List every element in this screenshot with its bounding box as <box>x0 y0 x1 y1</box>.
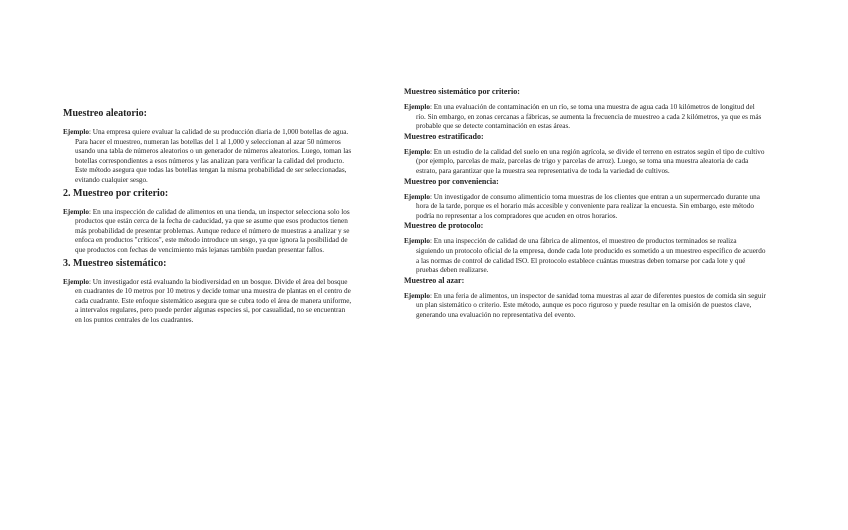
example-al-azar <box>404 292 766 321</box>
example-muestreo-por-criterio <box>63 208 353 256</box>
heading-muestreo-aleatorio: Muestreo aleatorio: <box>63 108 147 119</box>
example-label: Ejemplo <box>404 237 430 246</box>
heading-por-conveniencia: Muestreo por conveniencia: <box>404 176 499 186</box>
example-text: : En una evaluación de contaminación en un río, se toma una muestra de agua cada 10 kilómetros de longitud del río. Sin embargo, en zonas cercanas a fábricas, se aumenta la frecuencia de muestreo a cada 2 kilómetros, ya que es más probable que se detecte contaminación en estas áreas. <box>416 103 762 131</box>
example-text: : En una feria de alimentos, un inspector de sanidad toma muestras al azar de diferentes puestos de comida sin seguir un plan sistemático o criterio. Este método, aunque es poco riguroso y puede resultar en la omisión de puestos clave, generando una evaluación no representativa del evento. <box>416 291 766 319</box>
example-label: Ejemplo <box>404 147 430 156</box>
example-de-protocolo <box>404 237 766 275</box>
right-column <box>404 87 766 321</box>
heading-sistematico-por-criterio: Muestreo sistemático por criterio: <box>404 87 520 96</box>
heading-estratificado: Muestreo estratificado: <box>404 131 484 141</box>
example-label: Ejemplo <box>404 192 430 201</box>
heading-muestreo-por-criterio: 2. Muestreo por criterio: <box>63 187 169 199</box>
example-text: : En una inspección de calidad de alimentos en una tienda, un inspector selecciona solo los productos que están cerca de la fecha de caducidad, ya que se asume que esos productos tienen más probabilidad de presentar problemas. Aunque reduce el número de muestras a analizar y se enfoca en productos "críticos", este método introduce un sesgo, ya que ignora la posibilidad de que productos con fechas de vencimiento más lejanas también puedan presentar fallos. <box>75 207 350 254</box>
example-muestreo-sistematico <box>63 278 353 326</box>
example-label: Ejemplo <box>404 103 430 111</box>
example-text: : En una inspección de calidad de una fábrica de alimentos, el muestreo de productos terminados se realiza siguiendo un protocolo oficial de la empresa, donde cada lote producido es sometido a un muestreo específico de acuerdo a las normas de control de calidad ISO. El protocolo establece cuántas muestras deben tomarse por cada lote y qué pruebas deben realizarse. <box>416 237 766 275</box>
example-label: Ejemplo <box>63 207 89 216</box>
example-text: : Un investigador está evaluando la biodiversidad en un bosque. Divide el área del bosque en cuadrantes de 10 metros por 10 metros y decide tomar una muestra de plantas en el centro de cada cuadrante. Este enfoque sistemático asegura que se cubra todo el área de manera uniforme, a intervalos regulares, pero puede perder algunas especies si, por casualidad, no se encuentran en los puntos centrales de los cuadrantes. <box>75 277 352 324</box>
example-label: Ejemplo <box>63 128 89 136</box>
example-por-conveniencia <box>404 193 766 222</box>
example-estratificado <box>404 148 766 177</box>
heading-de-protocolo: Muestreo de protocolo: <box>404 221 484 231</box>
example-sistematico-por-criterio <box>404 103 766 132</box>
heading-al-azar: Muestreo al azar: <box>404 275 465 285</box>
example-label: Ejemplo <box>63 277 89 286</box>
example-text: : Una empresa quiere evaluar la calidad de su producción diaria de 1,000 botellas de agua. Para hacer el muestreo, numeran las botellas del 1 al 1,000 y seleccionan al azar 50 números usando una tabla de números aleatorios o un generador de números aleatorios. Luego, toman las botellas correspondientes a esos números y las analizan para verificar la calidad del producto. Este método asegura que todas las botellas tengan la misma probabilidad de ser seleccionadas, evitando cualquier sesgo. <box>75 128 352 184</box>
heading-muestreo-sistematico: 3. Muestreo sistemático: <box>63 257 167 269</box>
example-muestreo-aleatorio <box>63 128 353 186</box>
example-text: : Un investigador de consumo alimenticio toma muestras de los clientes que entran a un supermercado durante una hora de la tarde, porque es el horario más accesible y conveniente para realizar la encuesta. Sin embargo, este método podría no representar a los compradores que acuden en otros horarios. <box>416 192 760 220</box>
example-label: Ejemplo <box>404 291 430 300</box>
example-text: : En un estudio de la calidad del suelo en una región agrícola, se divide el terreno en estratos según el tipo de cultivo (por ejemplo, parcelas de maíz, parcelas de trigo y parcelas de arroz). Luego, se toma una muestra aleatoria de cada estrato, para garantizar que la muestra sea representativa de toda la variedad de cultivos. <box>416 147 765 175</box>
left-column <box>63 108 353 326</box>
